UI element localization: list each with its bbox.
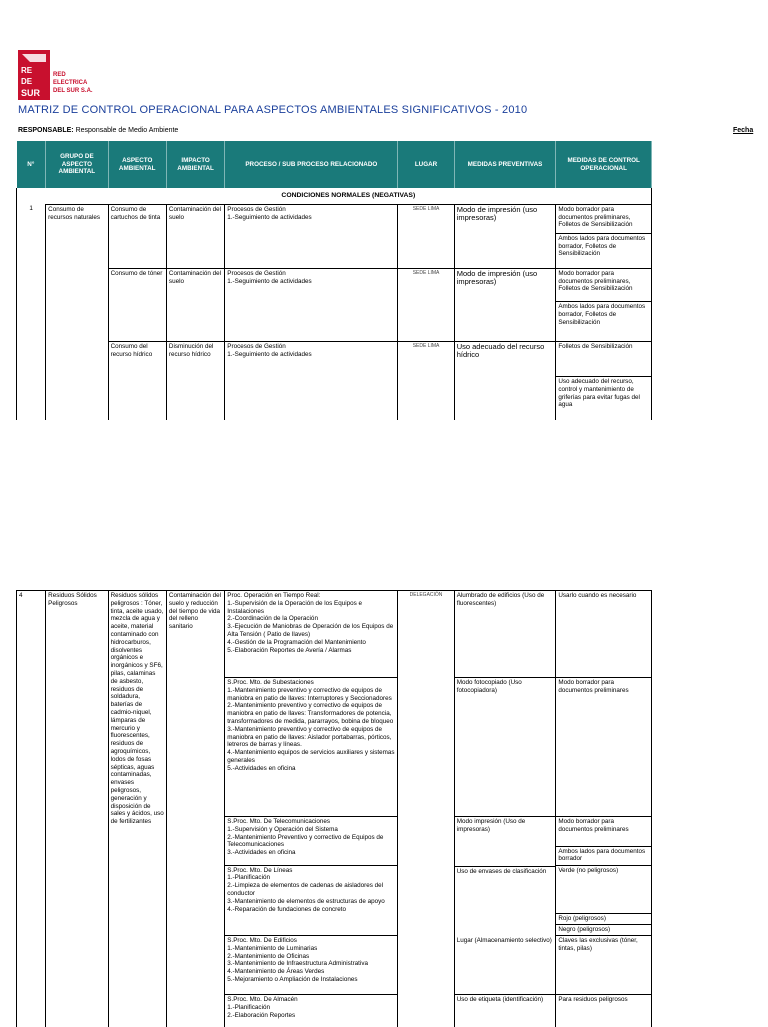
- logo-graphic: [18, 50, 50, 100]
- row-proceso: Proc. Operación en Tiempo Real: 1.-Supervisión de la Operación de los Equipos e Instalaciones 2.-Coordinación de la Operación 3.-Ejecución de Maniobras de Operación de los Equipos de Alta Tensión ( Patio de llaves) 4.-Gestión de la Programación del Mantenimiento 5.-Elaboración Reportes de Avería / Alarmas: [225, 591, 398, 678]
- header-control: MEDIDAS DE CONTROL OPERACIONAL: [556, 141, 652, 188]
- svg-text:SUR: SUR: [21, 88, 41, 98]
- row-proceso: S.Proc. Mto. De Telecomunicaciones 1.-Supervisión y Operación del Sistema 2.-Mantenimiento Preventivo y correctivo de Equipos de Telecomunicaciones 3.-Actividades en oficina: [225, 817, 398, 866]
- row-number: 1: [17, 204, 46, 420]
- row-proceso: S.Proc. Mto. de Subestaciones 1.-Mantenimiento preventivo y correctivo de equipos de maniobra en patio de llaves: Interruptores y Seccionadores 2.-Mantenimiento preventivo y correctivo de equipos de maniobra en patio de llaves: Transformadores de potencia, transformadores de medida, pararrayos, bobina de bloqueo 3.-Mantenimiento preventivo y correctivo de equipos de maniobra en patio de llaves: Aislador portabarras, pórticos, letreros de barras y líneas. 4.-Mantenimiento equipos de servicios auxiliares y sistemas generales 5.-Actividades en oficina: [225, 678, 398, 817]
- section-label: CONDICIONES NORMALES (NEGATIVAS): [46, 188, 652, 204]
- row-proceso: S.Proc. Mto. De Almacén 1.-Planificación 2.-Elaboración Reportes: [225, 995, 398, 1027]
- svg-text:RE: RE: [21, 66, 33, 75]
- row-preventiva: Lugar (Almacenamiento selectivo): [454, 936, 556, 995]
- row-control: Negro (peligrosos): [556, 925, 652, 936]
- header-num: N°: [17, 141, 46, 188]
- row-control: Ambos lados para documentos borrador, Folletos de Sensibilización: [556, 233, 652, 268]
- row-control: Para residuos peligrosos: [556, 995, 652, 1027]
- row-aspecto: Residuos sólidos peligrosos : Tóner, tinta, aceite usado, mezcla de agua y aceite, material contaminado con hidrocarburos, disolventes orgánicos e inorgánicos y SF6, pilas, calaminas de asbesto, residuos de soldadura, baterías de cadmio-niquel, lámparas de mercurio y fluorescentes, residuos de agroquímicos, lodos de fosas sépticas, aguas contaminadas, envases peligrosos, generación y disposición de sales y ácidos, uso de fertilizantes: [108, 591, 166, 1027]
- row-proceso: Procesos de Gestión 1.-Seguimiento de actividades: [225, 341, 398, 420]
- table-header-row: [17, 141, 652, 188]
- row-preventiva: Uso de envases de clasificación: [454, 866, 556, 935]
- row-impacto: Contaminación del suelo y reducción del tiempo de vida del relleno sanitario: [166, 591, 224, 1027]
- header-aspecto: ASPECTO AMBIENTAL: [108, 141, 166, 188]
- document-title: MATRIZ DE CONTROL OPERACIONAL PARA ASPECTOS AMBIENTALES SIGNIFICATIVOS - 2010: [18, 104, 527, 116]
- header-preventivas: MEDIDAS PREVENTIVAS: [454, 141, 556, 188]
- table-row: [17, 268, 652, 301]
- row-proceso: Procesos de Gestión 1.-Seguimiento de actividades: [225, 204, 398, 268]
- header-lugar: LUGAR: [398, 141, 454, 188]
- row-lugar: SEDE LIMA: [398, 341, 454, 420]
- row-control: Usarlo cuando es necesario: [556, 591, 652, 678]
- row-proceso: S.Proc. Mto. De Líneas 1.-Planificación 2.-Limpieza de elementos de cadenas de aisladores del conductor 3.-Mantenimiento de elementos de estructuras de apoyo 4.-Reparación de fundaciones de concreto: [225, 865, 398, 935]
- row-number: 4: [17, 591, 46, 1027]
- row-proceso: S.Proc. Mto. De Edificios 1.-Mantenimiento de Luminarias 2.-Mantenimiento de Oficinas 3.-Mantenimiento de Infraestructura Administrativa 4.-Mantenimiento de Áreas Verdes 5.-Mejoramiento o Ampliación de Instalaciones: [225, 936, 398, 995]
- row-preventiva: Uso adecuado del recurso hídrico: [454, 341, 556, 420]
- responsable-line: RESPONSABLE: Responsable de Medio Ambiente: [18, 127, 178, 134]
- row-control: Modo borrador para documentos preliminares, Folletos de Sensibilización: [556, 204, 652, 233]
- row-lugar: SEDE LIMA: [398, 268, 454, 341]
- row-grupo: Consumo de recursos naturales: [46, 204, 108, 420]
- row-impacto: Contaminación del suelo: [166, 204, 224, 268]
- row-control: Folletos de Sensibilización: [556, 341, 652, 376]
- row-preventiva: Modo fotocopiado (Uso fotocopiadora): [454, 678, 556, 817]
- table-row: [17, 591, 652, 678]
- control-matrix-table: [16, 141, 652, 420]
- control-matrix-table-continued: [16, 590, 652, 1027]
- row-control: Uso adecuado del recurso, control y mantenimiento de griferías para evitar fugas del agua: [556, 377, 652, 420]
- row-impacto: Contaminación del suelo: [166, 268, 224, 341]
- section-row: [17, 188, 652, 204]
- row-control: Modo borrador para documentos preliminares: [556, 678, 652, 817]
- row-aspecto: Consumo de tóner: [108, 268, 166, 341]
- table-row: [17, 341, 652, 376]
- row-grupo: Residuos Sólidos Peligrosos: [46, 591, 108, 1027]
- row-aspecto: Consumo del recurso hídrico: [108, 341, 166, 420]
- row-preventiva: Modo de impresión (uso impresoras): [454, 268, 556, 341]
- row-aspecto: Consumo de cartuchos de tinta: [108, 204, 166, 268]
- fecha-label: Fecha: [733, 127, 753, 134]
- company-name: RED ELECTRICA DEL SUR S.A.: [53, 71, 93, 95]
- row-preventiva: Modo impresión (Uso de impresoras): [454, 817, 556, 867]
- row-control: Verde (no peligrosos): [556, 866, 652, 913]
- row-control: Rojo (peligrosos): [556, 914, 652, 925]
- row-preventiva: Uso de etiqueta (identificación): [454, 995, 556, 1027]
- row-impacto: Disminución del recurso hídrico: [166, 341, 224, 420]
- row-preventiva: Modo de impresión (uso impresoras): [454, 204, 556, 268]
- company-logo: [18, 50, 50, 100]
- row-control: Ambos lados para documentos borrador: [556, 846, 652, 865]
- svg-text:DE: DE: [21, 77, 33, 86]
- row-lugar: DELEGACIÓN: [398, 591, 454, 1027]
- header-grupo: GRUPO DE ASPECTO AMBIENTAL: [46, 141, 108, 188]
- row-control: Modo borrador para documentos preliminares, Folletos de Sensibilización: [556, 268, 652, 301]
- row-lugar: SEDE LIMA: [398, 204, 454, 268]
- header-proceso: PROCESO / SUB PROCESO RELACIONADO: [225, 141, 398, 188]
- row-proceso: Procesos de Gestión 1.-Seguimiento de actividades: [225, 268, 398, 341]
- row-control: Ambos lados para documentos borrador, Folletos de Sensibilización: [556, 302, 652, 342]
- table-row: [17, 204, 652, 233]
- row-control: Claves las exclusivas (tóner, tintas, pilas): [556, 936, 652, 995]
- row-control: Modo borrador para documentos preliminares: [556, 817, 652, 847]
- header-impacto: IMPACTO AMBIENTAL: [166, 141, 224, 188]
- row-preventiva: Alumbrado de edificios (Uso de fluorescentes): [454, 591, 556, 678]
